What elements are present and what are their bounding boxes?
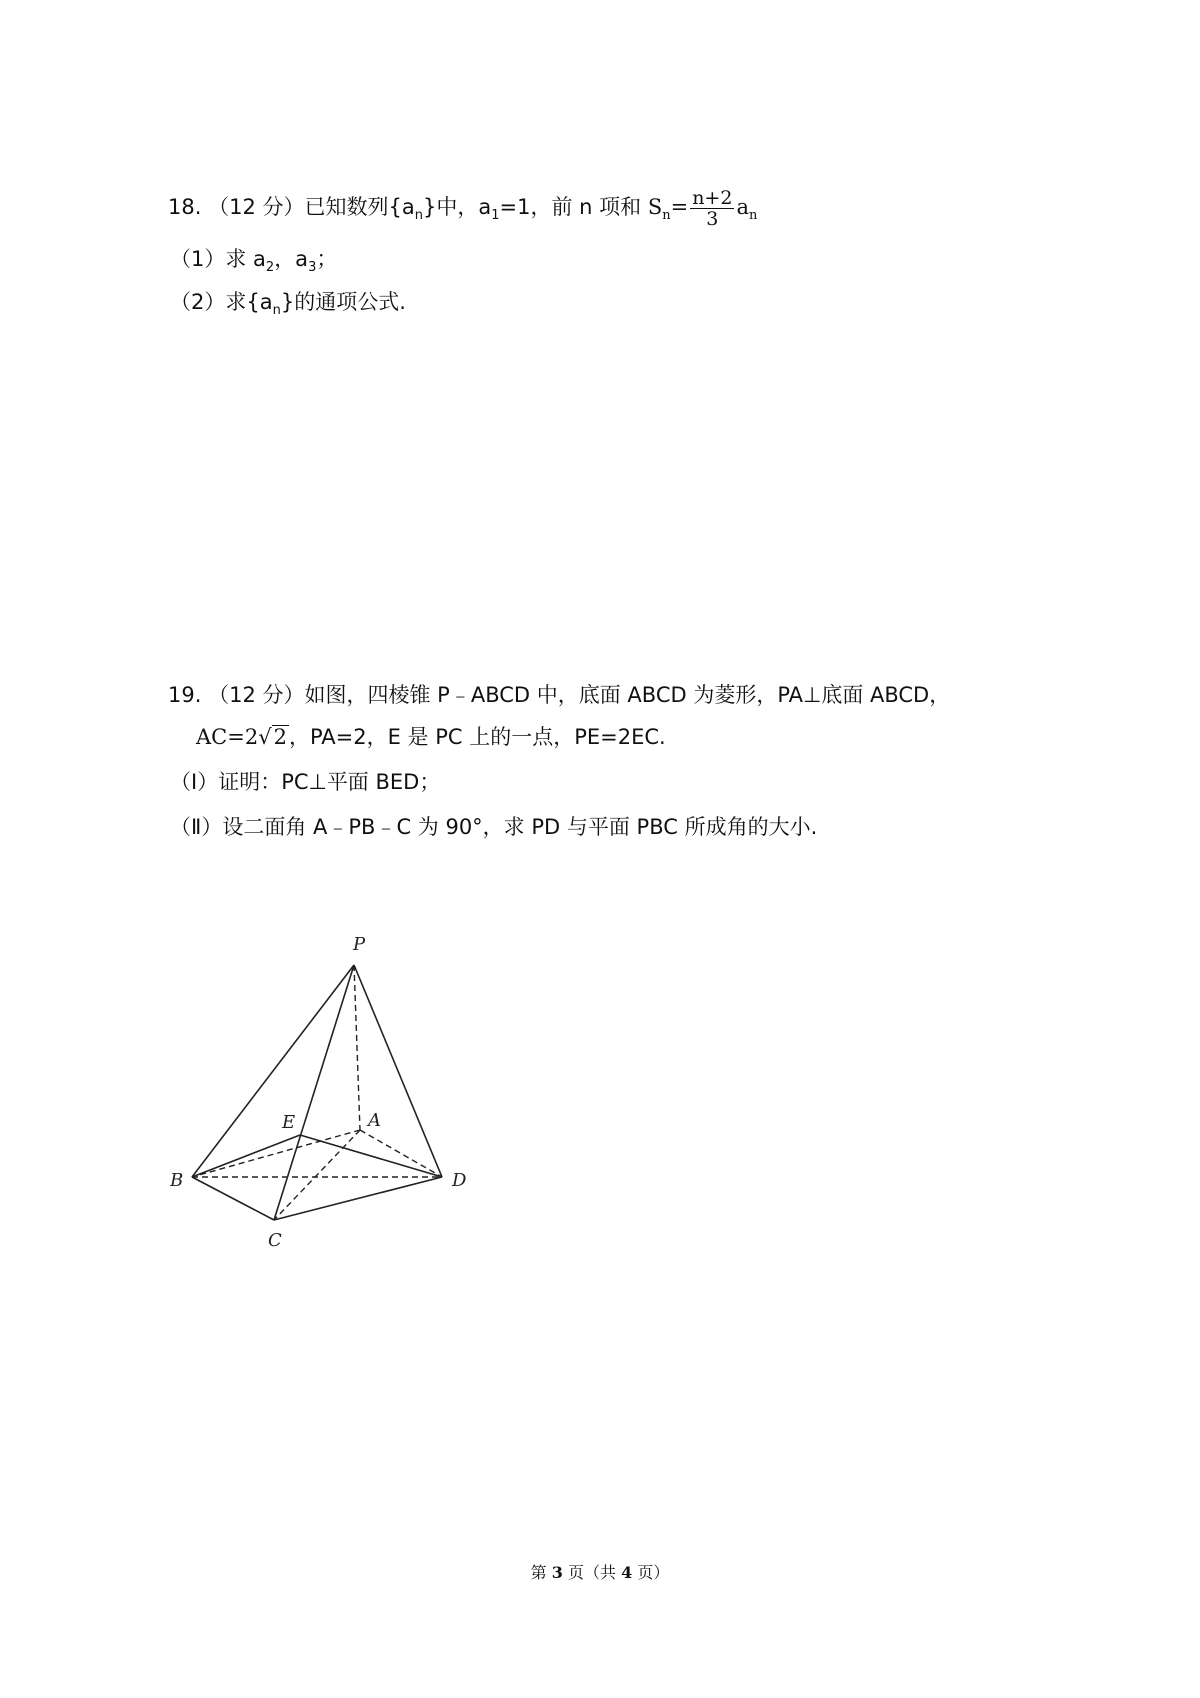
edge-CD [274, 1177, 442, 1220]
q18-number: 18. [168, 195, 202, 219]
label-D: D [452, 1170, 467, 1191]
label-P: P [353, 934, 366, 955]
q19-stem-line2: AC=2√2，PA=2，E 是 PC 上的一点，PE=2EC. [196, 725, 666, 749]
edge-BC [192, 1177, 274, 1220]
q18-score: （12 分） [208, 195, 305, 219]
label-A: A [368, 1110, 381, 1131]
q18-part2: （2）求$\{a_n\}$的通项公式. [170, 290, 406, 318]
edge-PC [274, 965, 354, 1220]
edge-PD [354, 965, 442, 1177]
page-footer: 第 3 页（共 4 页） [530, 1563, 670, 1582]
q19-number: 19. [168, 683, 202, 707]
page-number: 3 [551, 1563, 563, 1582]
label-C: C [268, 1230, 282, 1251]
q19-stem-line1: 19. （12 分）如图，四棱锥 P﹣ABCD 中，底面 ABCD 为菱形，PA⊥底面 ABCD， [168, 683, 951, 707]
page-total: 4 [621, 1563, 633, 1582]
q18-part1: （1）求 $a_2$，$a_3$； [170, 247, 338, 275]
q18-stem: 18. （12 分）已知数列$\{a_n\}$中，$a_1=1$，前 n 项和 $S_n=$ $\frac{n+2}{3}$ $a_n$ [168, 187, 758, 230]
q19-score: （12 分） [208, 683, 305, 707]
edge-AB [192, 1130, 360, 1177]
label-B: B [170, 1170, 184, 1191]
q19-part1: （Ⅰ）证明：PC⊥平面 BED； [170, 770, 441, 794]
q18-fraction: $\frac{n+2}{3}$ [692, 187, 733, 230]
q18-formula: $S_n=$ $\frac{n+2}{3}$ $a_n$ [647, 187, 758, 230]
label-E: E [282, 1112, 296, 1133]
edge-PA [354, 965, 360, 1130]
pyramid-figure [170, 930, 490, 1260]
q19-part2: （Ⅱ）设二面角 A﹣PB﹣C 为 90°，求 PD 与平面 PBC 所成角的大小. [170, 815, 818, 839]
ac-formula: AC=2√2 [196, 725, 287, 749]
edge-AD [360, 1130, 442, 1177]
edge-AC [274, 1130, 360, 1220]
